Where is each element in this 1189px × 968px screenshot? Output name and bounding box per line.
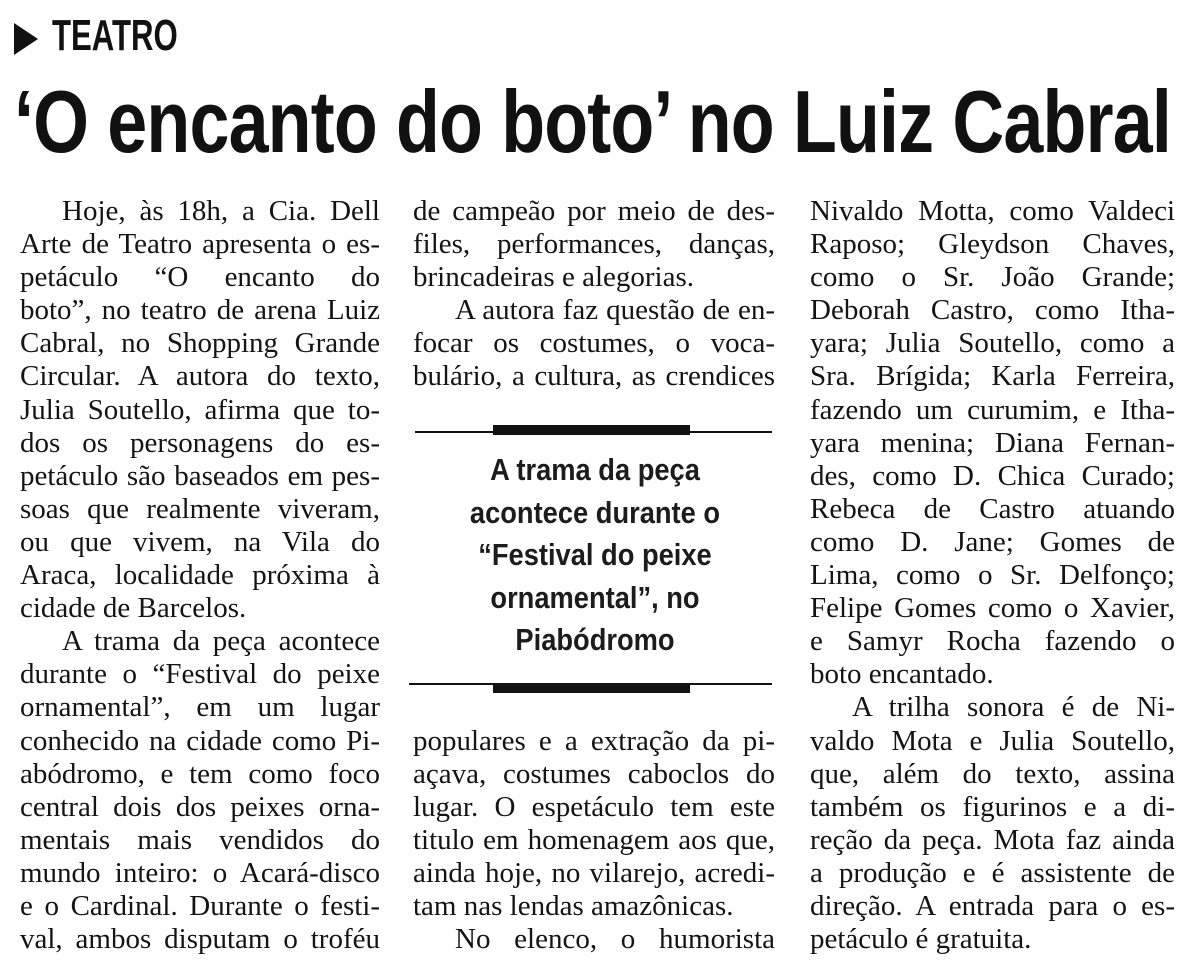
- text-line: a produção e é assistente de: [810, 856, 1175, 889]
- pull-quote: [415, 449, 775, 662]
- text-line: Hoje, às 18h, a Cia. Dell: [62, 195, 380, 227]
- text-line: petáculo “O encanto do: [20, 261, 380, 294]
- text-line: ou que vivem, na Vila do: [20, 525, 380, 558]
- text-line: como o Sr. João Grande;: [810, 261, 1175, 294]
- paragraph: [413, 725, 775, 924]
- text-line: também os figurinos e a di-: [810, 790, 1175, 823]
- text-line: Deborah Castro, como Itha-: [810, 294, 1175, 327]
- paragraph: [413, 294, 775, 393]
- paragraph: [20, 195, 380, 625]
- column-2-top: [413, 195, 775, 394]
- text-line: lugar. O espetáculo tem este: [413, 790, 775, 823]
- text-line: A autora faz questão de en-: [455, 294, 775, 327]
- text-line: soas que realmente viveram,: [20, 492, 380, 525]
- section-label-text: TEATRO: [52, 11, 178, 60]
- text-line: focar os costumes, o voca-: [413, 327, 775, 360]
- text-line: A trilha sonora é de Ni-: [852, 691, 1175, 724]
- section-label: [52, 11, 230, 60]
- text-line: Cabral, no Shopping Grande: [20, 327, 380, 360]
- text-line: mentais mais vendidos do: [20, 823, 380, 856]
- text-line: yara menina; Diana Fernan-: [810, 426, 1175, 459]
- pull-quote-line: “Festival do peixe: [478, 537, 712, 572]
- paragraph: [413, 923, 775, 956]
- paragraph: [810, 195, 1175, 691]
- text-line: Arte de Teatro apresenta o es-: [20, 228, 380, 261]
- text-line: de campeão por meio de des-: [413, 195, 775, 227]
- text-line: files, performances, danças,: [413, 228, 775, 261]
- text-line: como D. Jane; Gomes de: [810, 525, 1175, 558]
- text-line: petáculo é gratuita.: [810, 923, 1032, 956]
- pull-quote-bottom-bar: [493, 683, 690, 693]
- text-line: valdo Mota e Julia Soutello,: [810, 724, 1175, 757]
- column-1: [20, 195, 380, 956]
- pull-quote-line: A trama da peça: [490, 452, 700, 487]
- pull-quote-line: Piabódromo: [515, 622, 675, 657]
- pull-quote-top-bar: [493, 425, 690, 435]
- text-line: Nivaldo Motta, como Valdeci: [810, 195, 1175, 227]
- text-line: boto encantado.: [810, 658, 994, 691]
- headline-text: ‘O encanto do boto’ no Luiz Cabral: [14, 72, 1171, 171]
- text-line: central dois dos peixes orna-: [20, 790, 380, 823]
- pull-quote-line: acontece durante o: [469, 494, 721, 530]
- column-2-bottom: [413, 725, 775, 957]
- text-line: bulário, a cultura, as crendices: [413, 360, 775, 393]
- text-line: petáculo são baseados em pes-: [20, 459, 380, 492]
- text-line: yara; Julia Soutello, como a: [810, 327, 1175, 360]
- text-line: Sra. Brígida; Karla Ferreira,: [810, 360, 1175, 393]
- text-line: boto”, no teatro de arena Luiz: [20, 294, 380, 327]
- text-line: conhecido na cidade como Pi-: [20, 724, 380, 757]
- text-line: cidade de Barcelos.: [20, 592, 247, 625]
- text-line: Rebeca de Castro atuando: [810, 492, 1175, 525]
- text-line: e Samyr Rocha fazendo o: [810, 625, 1175, 658]
- column-3: [810, 195, 1175, 956]
- text-line: val, ambos disputam o troféu: [20, 923, 380, 956]
- text-line: No elenco, o humorista: [455, 923, 775, 956]
- text-line: des, como D. Chica Curado;: [810, 459, 1175, 492]
- text-line: Julia Soutello, afirma que to-: [20, 393, 380, 426]
- text-line: Raposo; Gleydson Chaves,: [810, 228, 1175, 261]
- text-line: mundo inteiro: o Acará-disco: [20, 856, 380, 889]
- text-line: A trama da peça acontece: [62, 625, 380, 658]
- text-line: ainda hoje, no vilarejo, acredi-: [413, 856, 775, 889]
- paragraph: [413, 195, 775, 294]
- text-line: tam nas lendas amazônicas.: [413, 890, 734, 923]
- text-line: dos os personagens do es-: [20, 426, 380, 459]
- text-line: e o Cardinal. Durante o festi-: [20, 889, 380, 922]
- text-line: brincadeiras e alegorias.: [413, 261, 694, 294]
- text-line: Lima, como o Sr. Delfonço;: [810, 559, 1175, 592]
- headline: [14, 72, 1189, 171]
- text-line: reção da peça. Mota faz ainda: [810, 823, 1175, 856]
- text-line: Araca, localidade próxima à: [20, 559, 380, 592]
- text-line: ornamental”, em um lugar: [20, 691, 380, 724]
- text-line: fazendo um curumim, e Itha-: [810, 393, 1175, 426]
- text-line: Circular. A autora do texto,: [20, 360, 380, 393]
- text-line: açava, costumes caboclos do: [413, 757, 775, 790]
- text-line: que, além do texto, assina: [810, 757, 1175, 790]
- text-line: durante o “Festival do peixe: [20, 658, 380, 691]
- text-line: direção. A entrada para o es-: [810, 889, 1175, 922]
- text-line: Felipe Gomes como o Xavier,: [810, 592, 1175, 625]
- text-line: abódromo, e tem como foco: [20, 757, 380, 790]
- triangle-right-icon: [14, 23, 40, 55]
- pull-quote-line: ornamental”, no: [490, 579, 700, 615]
- paragraph: [20, 625, 380, 956]
- text-line: populares e a extração da pi-: [413, 724, 775, 757]
- text-line: titulo em homenagem aos que,: [413, 823, 775, 856]
- paragraph: [810, 691, 1175, 956]
